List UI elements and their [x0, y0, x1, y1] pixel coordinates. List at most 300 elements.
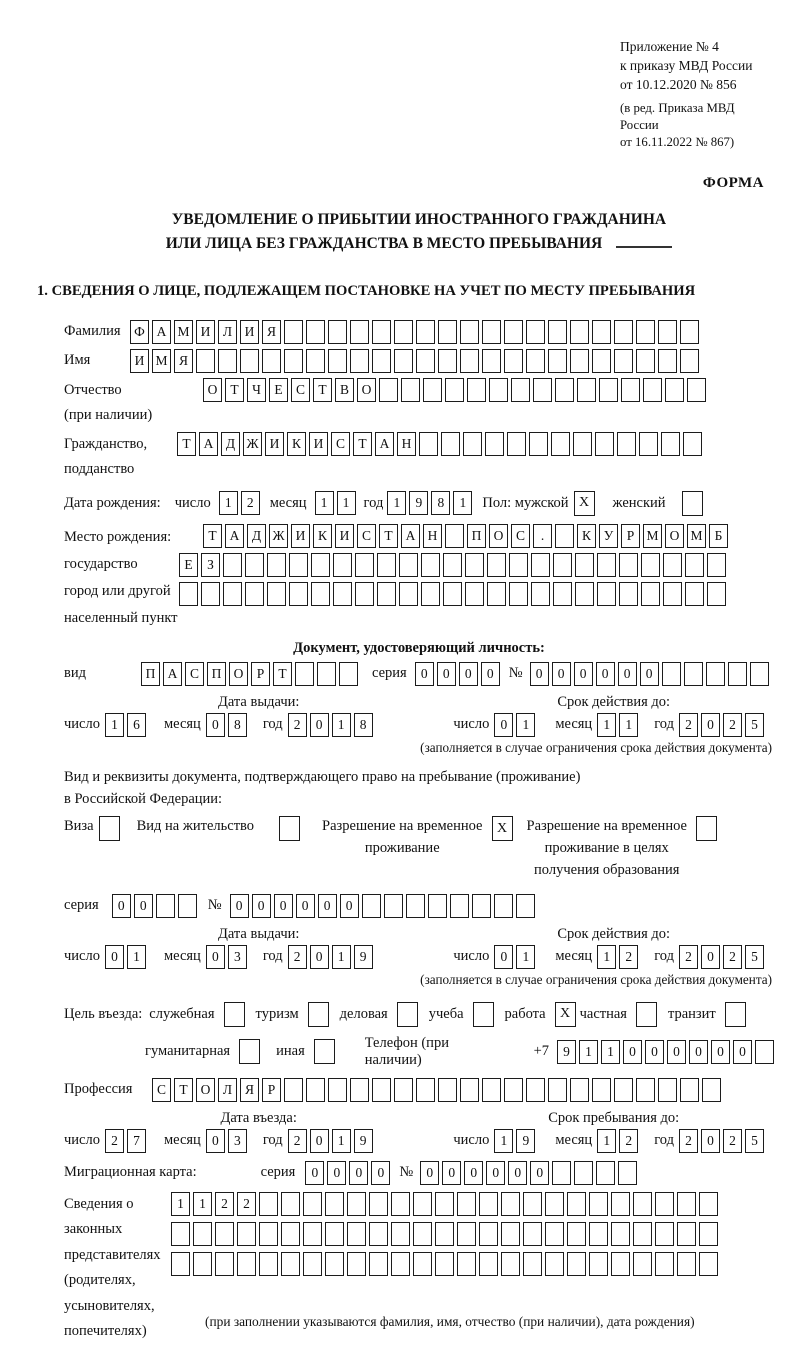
cell-box[interactable]: [509, 553, 528, 577]
cell-box[interactable]: [531, 582, 550, 606]
cell-box[interactable]: [401, 378, 420, 402]
cell-box[interactable]: [728, 662, 747, 686]
cell-box[interactable]: 1: [193, 1192, 212, 1216]
cell-box[interactable]: [680, 349, 699, 373]
cell-box[interactable]: [435, 1222, 454, 1246]
cell-box[interactable]: [479, 1222, 498, 1246]
cell-box[interactable]: [333, 553, 352, 577]
cell-box[interactable]: [665, 378, 684, 402]
cell-box[interactable]: [621, 378, 640, 402]
cell-box[interactable]: [552, 1161, 571, 1185]
cell-box[interactable]: 3: [228, 1129, 247, 1153]
cell-box[interactable]: [619, 582, 638, 606]
cell-box[interactable]: [347, 1192, 366, 1216]
cell-box[interactable]: 0: [206, 945, 225, 969]
cell-box[interactable]: Я: [174, 349, 193, 373]
cell-box[interactable]: [680, 320, 699, 344]
cell-box[interactable]: 0: [667, 1040, 686, 1064]
cell-box[interactable]: 0: [305, 1161, 324, 1185]
cell-box[interactable]: [218, 349, 237, 373]
cell-box[interactable]: 0: [701, 945, 720, 969]
cell-box[interactable]: [416, 349, 435, 373]
cell-box[interactable]: [687, 378, 706, 402]
cell-box[interactable]: [391, 1252, 410, 1276]
cell-box[interactable]: Т: [379, 524, 398, 548]
cell-box[interactable]: [237, 1222, 256, 1246]
cell-box[interactable]: [662, 662, 681, 686]
cell-box[interactable]: 1: [315, 491, 334, 515]
cell-box[interactable]: [377, 582, 396, 606]
cell-box[interactable]: Т: [273, 662, 292, 686]
cell-box[interactable]: Т: [313, 378, 332, 402]
cell-box[interactable]: [441, 432, 460, 456]
cell-box[interactable]: [599, 378, 618, 402]
cell-box[interactable]: С: [152, 1078, 171, 1102]
cell-box[interactable]: 0: [349, 1161, 368, 1185]
cell-box[interactable]: 6: [127, 713, 146, 737]
cell-box[interactable]: [156, 894, 175, 918]
cell-box[interactable]: М: [174, 320, 193, 344]
cell-box[interactable]: 0: [459, 662, 478, 686]
cell-box[interactable]: А: [152, 320, 171, 344]
cell-box[interactable]: [413, 1252, 432, 1276]
cell-box[interactable]: [445, 524, 464, 548]
cell-box[interactable]: [413, 1192, 432, 1216]
cell-box[interactable]: 0: [310, 945, 329, 969]
cell-box[interactable]: 2: [619, 1129, 638, 1153]
cell-box[interactable]: [289, 553, 308, 577]
cell-box[interactable]: 9: [354, 1129, 373, 1153]
cell-box[interactable]: [533, 378, 552, 402]
cell-box[interactable]: [501, 1222, 520, 1246]
cell-box[interactable]: [384, 894, 403, 918]
cell-box[interactable]: 0: [494, 713, 513, 737]
cell-box[interactable]: [328, 349, 347, 373]
cell-box[interactable]: [303, 1222, 322, 1246]
cell-box[interactable]: [201, 582, 220, 606]
cell-box[interactable]: 8: [228, 713, 247, 737]
cell-box[interactable]: [545, 1192, 564, 1216]
cell-box[interactable]: 2: [679, 945, 698, 969]
cell-box[interactable]: [196, 349, 215, 373]
cell-box[interactable]: 2: [723, 945, 742, 969]
cell-box[interactable]: [636, 1078, 655, 1102]
cell-box[interactable]: 0: [340, 894, 359, 918]
cell-box[interactable]: [633, 1192, 652, 1216]
cell-box[interactable]: [467, 378, 486, 402]
cell-box[interactable]: [614, 349, 633, 373]
checkbox-purpose-other[interactable]: [314, 1039, 335, 1064]
cell-box[interactable]: П: [467, 524, 486, 548]
cell-box[interactable]: [267, 553, 286, 577]
cell-box[interactable]: [479, 1252, 498, 1276]
cell-box[interactable]: [413, 1222, 432, 1246]
cell-box[interactable]: 9: [557, 1040, 576, 1064]
checkbox-purpose-transit[interactable]: [725, 1002, 746, 1027]
cell-box[interactable]: [683, 432, 702, 456]
cell-box[interactable]: 0: [464, 1161, 483, 1185]
cell-box[interactable]: [567, 1222, 586, 1246]
cell-box[interactable]: [465, 553, 484, 577]
cell-box[interactable]: 9: [516, 1129, 535, 1153]
cell-box[interactable]: [573, 432, 592, 456]
cell-box[interactable]: [394, 320, 413, 344]
cell-box[interactable]: [504, 320, 523, 344]
cell-box[interactable]: 2: [723, 1129, 742, 1153]
cell-box[interactable]: 0: [134, 894, 153, 918]
cell-box[interactable]: [457, 1252, 476, 1276]
cell-box[interactable]: Р: [251, 662, 270, 686]
cell-box[interactable]: [419, 432, 438, 456]
cell-box[interactable]: Ф: [130, 320, 149, 344]
cell-box[interactable]: Ж: [269, 524, 288, 548]
cell-box[interactable]: [699, 1192, 718, 1216]
cell-box[interactable]: [325, 1192, 344, 1216]
cell-box[interactable]: [574, 1161, 593, 1185]
cell-box[interactable]: [501, 1192, 520, 1216]
cell-box[interactable]: [369, 1192, 388, 1216]
cell-box[interactable]: [347, 1252, 366, 1276]
cell-box[interactable]: 0: [112, 894, 131, 918]
cell-box[interactable]: [755, 1040, 774, 1064]
cell-box[interactable]: А: [199, 432, 218, 456]
cell-box[interactable]: [362, 894, 381, 918]
cell-box[interactable]: [677, 1222, 696, 1246]
cell-box[interactable]: [179, 582, 198, 606]
cell-box[interactable]: 0: [318, 894, 337, 918]
cell-box[interactable]: [472, 894, 491, 918]
cell-box[interactable]: 2: [288, 713, 307, 737]
checkbox-purpose-business[interactable]: [397, 1002, 418, 1027]
cell-box[interactable]: 1: [387, 491, 406, 515]
checkbox-purpose-humanitarian[interactable]: [239, 1039, 260, 1064]
cell-box[interactable]: [501, 1252, 520, 1276]
cell-box[interactable]: [589, 1222, 608, 1246]
cell-box[interactable]: [655, 1192, 674, 1216]
cell-box[interactable]: [596, 1161, 615, 1185]
cell-box[interactable]: [421, 553, 440, 577]
cell-box[interactable]: К: [313, 524, 332, 548]
cell-box[interactable]: [438, 349, 457, 373]
cell-box[interactable]: [306, 1078, 325, 1102]
cell-box[interactable]: Т: [177, 432, 196, 456]
cell-box[interactable]: [592, 320, 611, 344]
cell-box[interactable]: [677, 1252, 696, 1276]
cell-box[interactable]: 5: [745, 713, 764, 737]
cell-box[interactable]: [707, 582, 726, 606]
cell-box[interactable]: [295, 662, 314, 686]
cell-box[interactable]: О: [229, 662, 248, 686]
cell-box[interactable]: 2: [619, 945, 638, 969]
cell-box[interactable]: Т: [174, 1078, 193, 1102]
cell-box[interactable]: Р: [621, 524, 640, 548]
cell-box[interactable]: [685, 553, 704, 577]
cell-box[interactable]: 2: [241, 491, 260, 515]
cell-box[interactable]: [611, 1192, 630, 1216]
cell-box[interactable]: [372, 349, 391, 373]
cell-box[interactable]: 1: [219, 491, 238, 515]
cell-box[interactable]: Л: [218, 320, 237, 344]
cell-box[interactable]: 0: [701, 713, 720, 737]
cell-box[interactable]: [259, 1252, 278, 1276]
cell-box[interactable]: 9: [409, 491, 428, 515]
cell-box[interactable]: 1: [579, 1040, 598, 1064]
cell-box[interactable]: А: [163, 662, 182, 686]
cell-box[interactable]: [339, 662, 358, 686]
cell-box[interactable]: [707, 553, 726, 577]
cell-box[interactable]: 1: [337, 491, 356, 515]
cell-box[interactable]: 0: [442, 1161, 461, 1185]
cell-box[interactable]: 5: [745, 1129, 764, 1153]
checkbox-temp-residence[interactable]: X: [492, 816, 513, 841]
cell-box[interactable]: 0: [552, 662, 571, 686]
cell-box[interactable]: [516, 894, 535, 918]
cell-box[interactable]: [262, 349, 281, 373]
cell-box[interactable]: [684, 662, 703, 686]
cell-box[interactable]: [463, 432, 482, 456]
cell-box[interactable]: 2: [288, 1129, 307, 1153]
cell-box[interactable]: 0: [371, 1161, 390, 1185]
cell-box[interactable]: [460, 349, 479, 373]
cell-box[interactable]: [193, 1252, 212, 1276]
cell-box[interactable]: 1: [516, 945, 535, 969]
cell-box[interactable]: [317, 662, 336, 686]
cell-box[interactable]: [575, 553, 594, 577]
cell-box[interactable]: [482, 349, 501, 373]
cell-box[interactable]: [240, 349, 259, 373]
cell-box[interactable]: [435, 1192, 454, 1216]
cell-box[interactable]: [618, 1161, 637, 1185]
cell-box[interactable]: [347, 1222, 366, 1246]
cell-box[interactable]: [575, 582, 594, 606]
cell-box[interactable]: .: [533, 524, 552, 548]
cell-box[interactable]: С: [331, 432, 350, 456]
cell-box[interactable]: [325, 1222, 344, 1246]
cell-box[interactable]: [639, 432, 658, 456]
cell-box[interactable]: [416, 320, 435, 344]
cell-box[interactable]: [328, 320, 347, 344]
cell-box[interactable]: [306, 320, 325, 344]
cell-box[interactable]: [597, 553, 616, 577]
cell-box[interactable]: Ч: [247, 378, 266, 402]
cell-box[interactable]: [655, 1252, 674, 1276]
cell-box[interactable]: [379, 378, 398, 402]
checkbox-purpose-private[interactable]: [636, 1002, 657, 1027]
cell-box[interactable]: Л: [218, 1078, 237, 1102]
cell-box[interactable]: [281, 1222, 300, 1246]
cell-box[interactable]: 0: [420, 1161, 439, 1185]
cell-box[interactable]: Т: [353, 432, 372, 456]
cell-box[interactable]: [589, 1252, 608, 1276]
cell-box[interactable]: [509, 582, 528, 606]
cell-box[interactable]: [702, 1078, 721, 1102]
cell-box[interactable]: [658, 320, 677, 344]
cell-box[interactable]: [611, 1252, 630, 1276]
cell-box[interactable]: 0: [640, 662, 659, 686]
cell-box[interactable]: [369, 1252, 388, 1276]
cell-box[interactable]: А: [375, 432, 394, 456]
cell-box[interactable]: 1: [619, 713, 638, 737]
cell-box[interactable]: 3: [228, 945, 247, 969]
cell-box[interactable]: 0: [689, 1040, 708, 1064]
cell-box[interactable]: [658, 1078, 677, 1102]
cell-box[interactable]: П: [141, 662, 160, 686]
cell-box[interactable]: Я: [240, 1078, 259, 1102]
cell-box[interactable]: [369, 1222, 388, 1246]
cell-box[interactable]: [438, 320, 457, 344]
cell-box[interactable]: Б: [709, 524, 728, 548]
cell-box[interactable]: [555, 524, 574, 548]
cell-box[interactable]: [487, 553, 506, 577]
cell-box[interactable]: [372, 1078, 391, 1102]
cell-box[interactable]: И: [265, 432, 284, 456]
cell-box[interactable]: [633, 1252, 652, 1276]
cell-box[interactable]: [377, 553, 396, 577]
cell-box[interactable]: [443, 582, 462, 606]
cell-box[interactable]: [641, 553, 660, 577]
cell-box[interactable]: [482, 1078, 501, 1102]
cell-box[interactable]: [267, 582, 286, 606]
cell-box[interactable]: [589, 1192, 608, 1216]
cell-box[interactable]: [553, 553, 572, 577]
cell-box[interactable]: [394, 1078, 413, 1102]
cell-box[interactable]: [423, 378, 442, 402]
cell-box[interactable]: Т: [203, 524, 222, 548]
cell-box[interactable]: С: [357, 524, 376, 548]
cell-box[interactable]: 2: [288, 945, 307, 969]
cell-box[interactable]: 1: [494, 1129, 513, 1153]
cell-box[interactable]: А: [225, 524, 244, 548]
cell-box[interactable]: [531, 553, 550, 577]
cell-box[interactable]: 7: [127, 1129, 146, 1153]
cell-box[interactable]: 2: [723, 713, 742, 737]
cell-box[interactable]: [284, 349, 303, 373]
cell-box[interactable]: 0: [508, 1161, 527, 1185]
cell-box[interactable]: [507, 432, 526, 456]
cell-box[interactable]: 0: [230, 894, 249, 918]
cell-box[interactable]: [406, 894, 425, 918]
checkbox-residence-permit[interactable]: [279, 816, 300, 841]
cell-box[interactable]: 0: [711, 1040, 730, 1064]
cell-box[interactable]: О: [203, 378, 222, 402]
cell-box[interactable]: И: [335, 524, 354, 548]
cell-box[interactable]: [281, 1192, 300, 1216]
cell-box[interactable]: О: [665, 524, 684, 548]
cell-box[interactable]: [391, 1192, 410, 1216]
cell-box[interactable]: [284, 1078, 303, 1102]
cell-box[interactable]: [548, 1078, 567, 1102]
cell-box[interactable]: 0: [415, 662, 434, 686]
checkbox-sex-male[interactable]: X: [574, 491, 595, 516]
cell-box[interactable]: [355, 553, 374, 577]
cell-box[interactable]: А: [401, 524, 420, 548]
cell-box[interactable]: [489, 378, 508, 402]
cell-box[interactable]: З: [201, 553, 220, 577]
cell-box[interactable]: [706, 662, 725, 686]
cell-box[interactable]: И: [196, 320, 215, 344]
cell-box[interactable]: [494, 894, 513, 918]
cell-box[interactable]: [428, 894, 447, 918]
cell-box[interactable]: 5: [745, 945, 764, 969]
cell-box[interactable]: 1: [597, 1129, 616, 1153]
cell-box[interactable]: 0: [252, 894, 271, 918]
cell-box[interactable]: [457, 1192, 476, 1216]
cell-box[interactable]: И: [240, 320, 259, 344]
cell-box[interactable]: [391, 1222, 410, 1246]
cell-box[interactable]: [619, 553, 638, 577]
cell-box[interactable]: 0: [310, 1129, 329, 1153]
cell-box[interactable]: 1: [105, 713, 124, 737]
cell-box[interactable]: И: [291, 524, 310, 548]
cell-box[interactable]: [526, 349, 545, 373]
cell-box[interactable]: [523, 1222, 542, 1246]
cell-box[interactable]: [303, 1252, 322, 1276]
cell-box[interactable]: 0: [206, 713, 225, 737]
cell-box[interactable]: [171, 1252, 190, 1276]
cell-box[interactable]: [487, 582, 506, 606]
cell-box[interactable]: 0: [494, 945, 513, 969]
cell-box[interactable]: 2: [105, 1129, 124, 1153]
cell-box[interactable]: 0: [530, 662, 549, 686]
cell-box[interactable]: [658, 349, 677, 373]
cell-box[interactable]: 0: [274, 894, 293, 918]
cell-box[interactable]: 1: [127, 945, 146, 969]
cell-box[interactable]: 0: [437, 662, 456, 686]
cell-box[interactable]: [548, 320, 567, 344]
cell-box[interactable]: 0: [105, 945, 124, 969]
cell-box[interactable]: [597, 582, 616, 606]
cell-box[interactable]: [655, 1222, 674, 1246]
cell-box[interactable]: 0: [596, 662, 615, 686]
cell-box[interactable]: [523, 1252, 542, 1276]
cell-box[interactable]: [680, 1078, 699, 1102]
cell-box[interactable]: Н: [423, 524, 442, 548]
checkbox-temp-residence-education[interactable]: [696, 816, 717, 841]
cell-box[interactable]: [485, 432, 504, 456]
checkbox-purpose-official[interactable]: [224, 1002, 245, 1027]
cell-box[interactable]: [699, 1252, 718, 1276]
cell-box[interactable]: [259, 1222, 278, 1246]
cell-box[interactable]: 0: [310, 713, 329, 737]
cell-box[interactable]: [306, 349, 325, 373]
cell-box[interactable]: [633, 1222, 652, 1246]
cell-box[interactable]: 1: [171, 1192, 190, 1216]
cell-box[interactable]: [529, 432, 548, 456]
cell-box[interactable]: [511, 378, 530, 402]
cell-box[interactable]: 0: [296, 894, 315, 918]
cell-box[interactable]: [350, 349, 369, 373]
cell-box[interactable]: Я: [262, 320, 281, 344]
cell-box[interactable]: О: [196, 1078, 215, 1102]
cell-box[interactable]: [445, 378, 464, 402]
cell-box[interactable]: 0: [206, 1129, 225, 1153]
cell-box[interactable]: [614, 320, 633, 344]
cell-box[interactable]: [193, 1222, 212, 1246]
checkbox-sex-female[interactable]: [682, 491, 703, 516]
cell-box[interactable]: 0: [327, 1161, 346, 1185]
cell-box[interactable]: О: [357, 378, 376, 402]
cell-box[interactable]: [223, 582, 242, 606]
cell-box[interactable]: [355, 582, 374, 606]
cell-box[interactable]: [435, 1252, 454, 1276]
cell-box[interactable]: 2: [237, 1192, 256, 1216]
cell-box[interactable]: К: [287, 432, 306, 456]
cell-box[interactable]: [171, 1222, 190, 1246]
cell-box[interactable]: [399, 582, 418, 606]
cell-box[interactable]: [641, 582, 660, 606]
cell-box[interactable]: [504, 1078, 523, 1102]
cell-box[interactable]: Р: [262, 1078, 281, 1102]
